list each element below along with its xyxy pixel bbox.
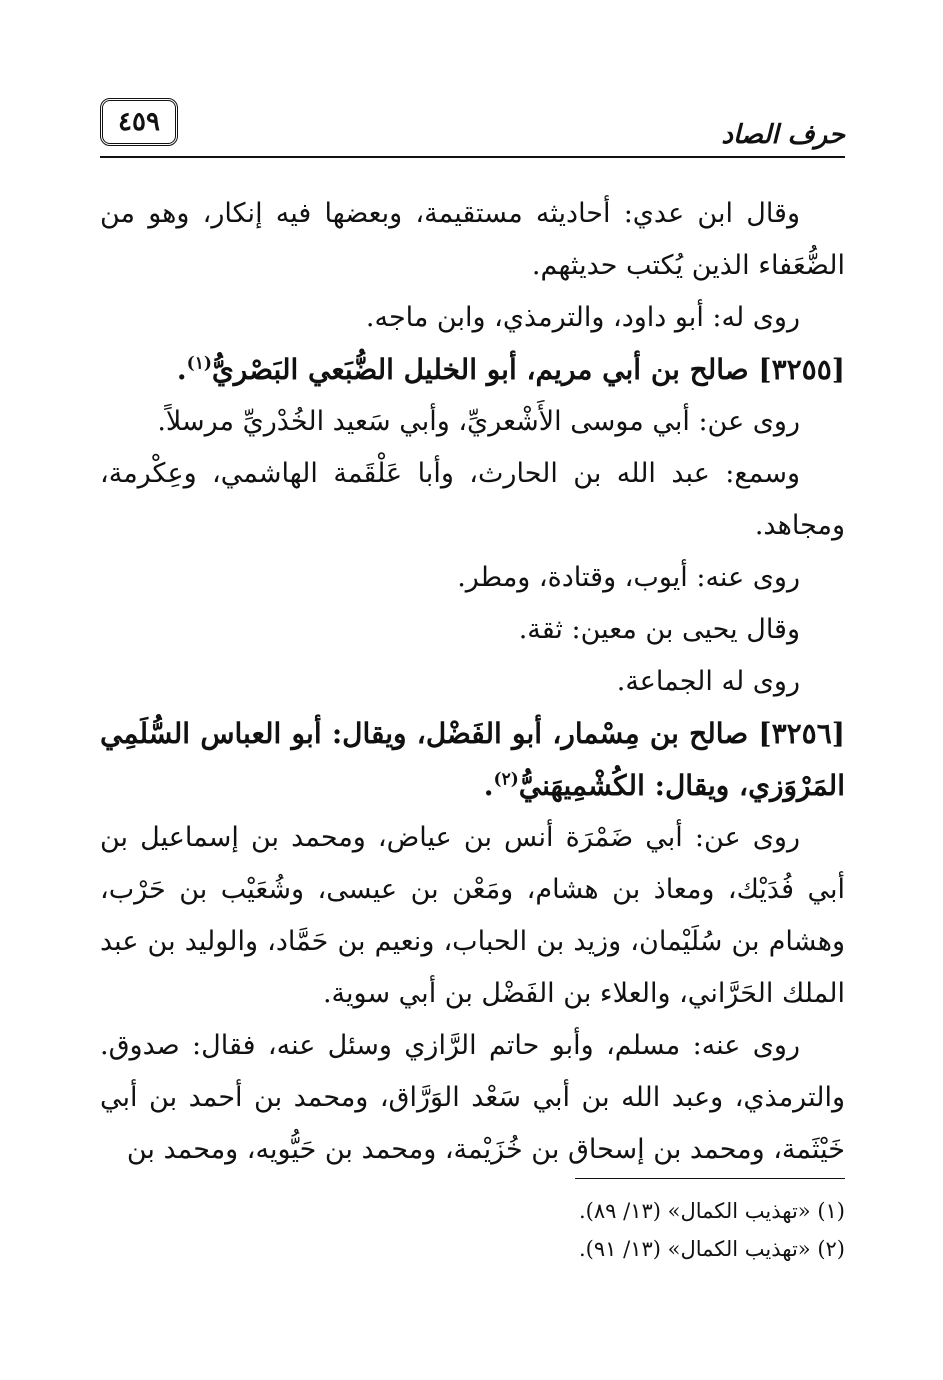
entry-heading-text: [٣٢٥٦] صالح بن مِسْمار، أبو الفَضْل، ويقال: أبو العباس السُّلَمِي المَرْوَزي، ويقال: الكُشْمِيهَنيُّ <box>100 717 845 802</box>
paragraph: روى له الجماعة. <box>616 666 800 697</box>
footnotes <box>100 1192 845 1268</box>
paragraph: روى عنه: مسلم، وأبو حاتم الرَّازي وسئل عنه، فقال: صدوق. والترمذي، وعبد الله بن أبي سَعْد الوَرَّاق، ومحمد بن أحمد بن أبي خَيْثَمة، ومحمد بن إسحاق بن خُزَيْمة، ومحمد بن حَيُّويه، ومحمد بن <box>100 1030 845 1165</box>
page-header <box>100 96 845 158</box>
paragraph: روى عنه: أيوب، وقتادة، ومطر. <box>457 562 800 593</box>
main-text <box>100 188 845 1176</box>
entry-heading-3255 <box>100 344 845 396</box>
footnote-1: (١) «تهذيب الكمال» (١٣/ ٨٩). <box>579 1199 845 1223</box>
page-number-box <box>100 98 178 146</box>
paragraph: وقال ابن عدي: أحاديثه مستقيمة، وبعضها فيه إنكار، وهو من الضُّعَفاء الذين يُكتب حديثهم. <box>100 198 845 281</box>
footnote-ref-1[interactable]: (١) <box>186 353 212 374</box>
section-title: حرف الصاد <box>721 120 845 150</box>
entry-heading-end: . <box>483 769 494 802</box>
page-number: ٤٥٩ <box>118 107 160 137</box>
entry-heading-text: [٣٢٥٥] صالح بن أبي مريم، أبو الخليل الضُّبَعي البَصْريُّ <box>211 353 845 386</box>
paragraph: روى عن: أبي ضَمْرَة أنس بن عياض، ومحمد بن إسماعيل بن أبي فُدَيْك، ومعاذ بن هشام، ومَعْن بن عيسى، وشُعَيْب بن حَرْب، وهشام بن سُلَيْمان، وزيد بن الحباب، ونعيم بن حَمَّاد، والوليد بن عبد الملك الحَرَّاني، والعلاء بن الفَضْل بن أبي سوية. <box>100 822 845 1009</box>
entry-heading-3256 <box>100 708 845 812</box>
paragraph: روى عن: أبي موسى الأَشْعريِّ، وأبي سَعيد الخُدْريِّ مرسلاً. <box>157 406 800 437</box>
footnote-divider <box>575 1178 845 1179</box>
footnote-2: (٢) «تهذيب الكمال» (١٣/ ٩١). <box>579 1237 845 1261</box>
paragraph: وقال يحيى بن معين: ثقة. <box>518 614 800 645</box>
entry-heading-end: . <box>176 353 187 386</box>
paragraph: روى له: أبو داود، والترمذي، وابن ماجه. <box>365 302 800 333</box>
footnote-ref-2[interactable]: (٢) <box>493 769 519 790</box>
paragraph: وسمع: عبد الله بن الحارث، وأبا عَلْقَمة الهاشمي، وعِكْرمة، ومجاهد. <box>100 458 845 541</box>
